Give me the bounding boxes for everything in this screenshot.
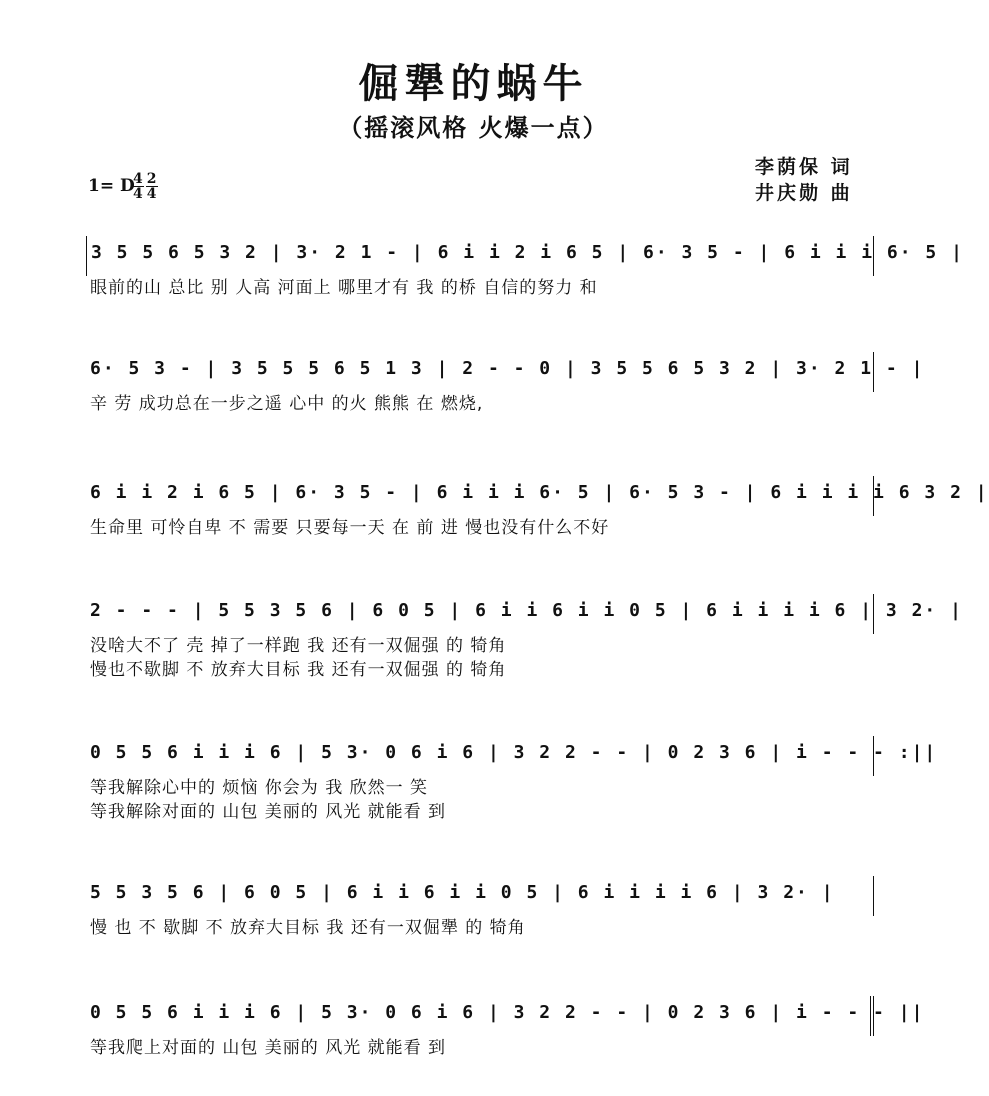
system-7 bbox=[86, 996, 925, 1060]
composer-credit: 井庆勋 曲 bbox=[755, 182, 853, 204]
notation-line: 3 5 5 6 5 3 2 | 3· 2 1 - | 6 i i 2 i 6 5 | 6· 3 5 - | 6 i i i 6· 5 | bbox=[86, 236, 874, 276]
notation-line: 0 5 5 6 i i i 6 | 5 3· 0 6 i 6 | 3 2 2 - - | 0 2 3 6 | i - - - || bbox=[86, 996, 874, 1036]
notation-line: 0 5 5 6 i i i 6 | 5 3· 0 6 i 6 | 3 2 2 - - | 0 2 3 6 | i - - - :|| bbox=[86, 736, 874, 776]
lyric-line: 等我解除对面的 山包 美丽的 风光 就能看 到 bbox=[90, 802, 447, 822]
lyric-line: 慢 也 不 歇脚 不 放弃大目标 我 还有一双倔犟 的 犄角 bbox=[90, 918, 526, 938]
lyric-line: 生命里 可怜自卑 不 需要 只要每一天 在 前 进 慢也没有什么不好 bbox=[90, 518, 610, 538]
system-6 bbox=[86, 876, 874, 940]
lyric-line: 慢也不歇脚 不 放弃大目标 我 还有一双倔强 的 犄角 bbox=[90, 660, 507, 680]
song-style: （摇滚风格 火爆一点） bbox=[338, 113, 609, 142]
system-4 bbox=[86, 594, 963, 682]
system-3 bbox=[86, 476, 989, 540]
lyric-line: 没啥大不了 壳 掉了一样跑 我 还有一双倔强 的 犄角 bbox=[90, 636, 507, 656]
system-2 bbox=[86, 352, 925, 416]
system-5 bbox=[86, 736, 938, 824]
meter-2-4: $\frac{2}{4}$ bbox=[146, 171, 157, 202]
lyric-line: 等我爬上对面的 山包 美丽的 风光 就能看 到 bbox=[90, 1038, 447, 1058]
time-signature bbox=[132, 172, 158, 201]
lyric-line: 辛 劳 成功总在一步之遥 心中 的火 熊熊 在 燃烧, bbox=[90, 394, 484, 414]
notation-line: 2 - - - | 5 5 3 5 6 | 6 0 5 | 6 i i 6 i i 0 5 | 6 i i i i 6 | 3 2· | bbox=[86, 594, 874, 634]
notation-line: 6 i i 2 i 6 5 | 6· 3 5 - | 6 i i i 6· 5 | 6· 5 3 - | 6 i i i i 6 3 2 | bbox=[86, 476, 874, 516]
lyricist-credit: 李荫保 词 bbox=[755, 156, 853, 178]
notation-line: 5 5 3 5 6 | 6 0 5 | 6 i i 6 i i 0 5 | 6 i i i i 6 | 3 2· | bbox=[86, 876, 874, 916]
lyric-line: 眼前的山 总比 别 人高 河面上 哪里才有 我 的桥 自信的努力 和 bbox=[90, 278, 598, 298]
system-1 bbox=[86, 236, 964, 300]
key-signature: 1= D bbox=[88, 176, 135, 196]
lyric-line: 等我解除心中的 烦恼 你会为 我 欣然一 笑 bbox=[90, 778, 429, 798]
notation-line: 6· 5 3 - | 3 5 5 5 6 5 1 3 | 2 - - 0 | 3 5 5 6 5 3 2 | 3· 2 1 - | bbox=[86, 352, 874, 392]
song-title: 倔犟的蜗牛 bbox=[358, 60, 589, 107]
meter-4-4: $\frac{4}{4}$ bbox=[133, 171, 143, 202]
